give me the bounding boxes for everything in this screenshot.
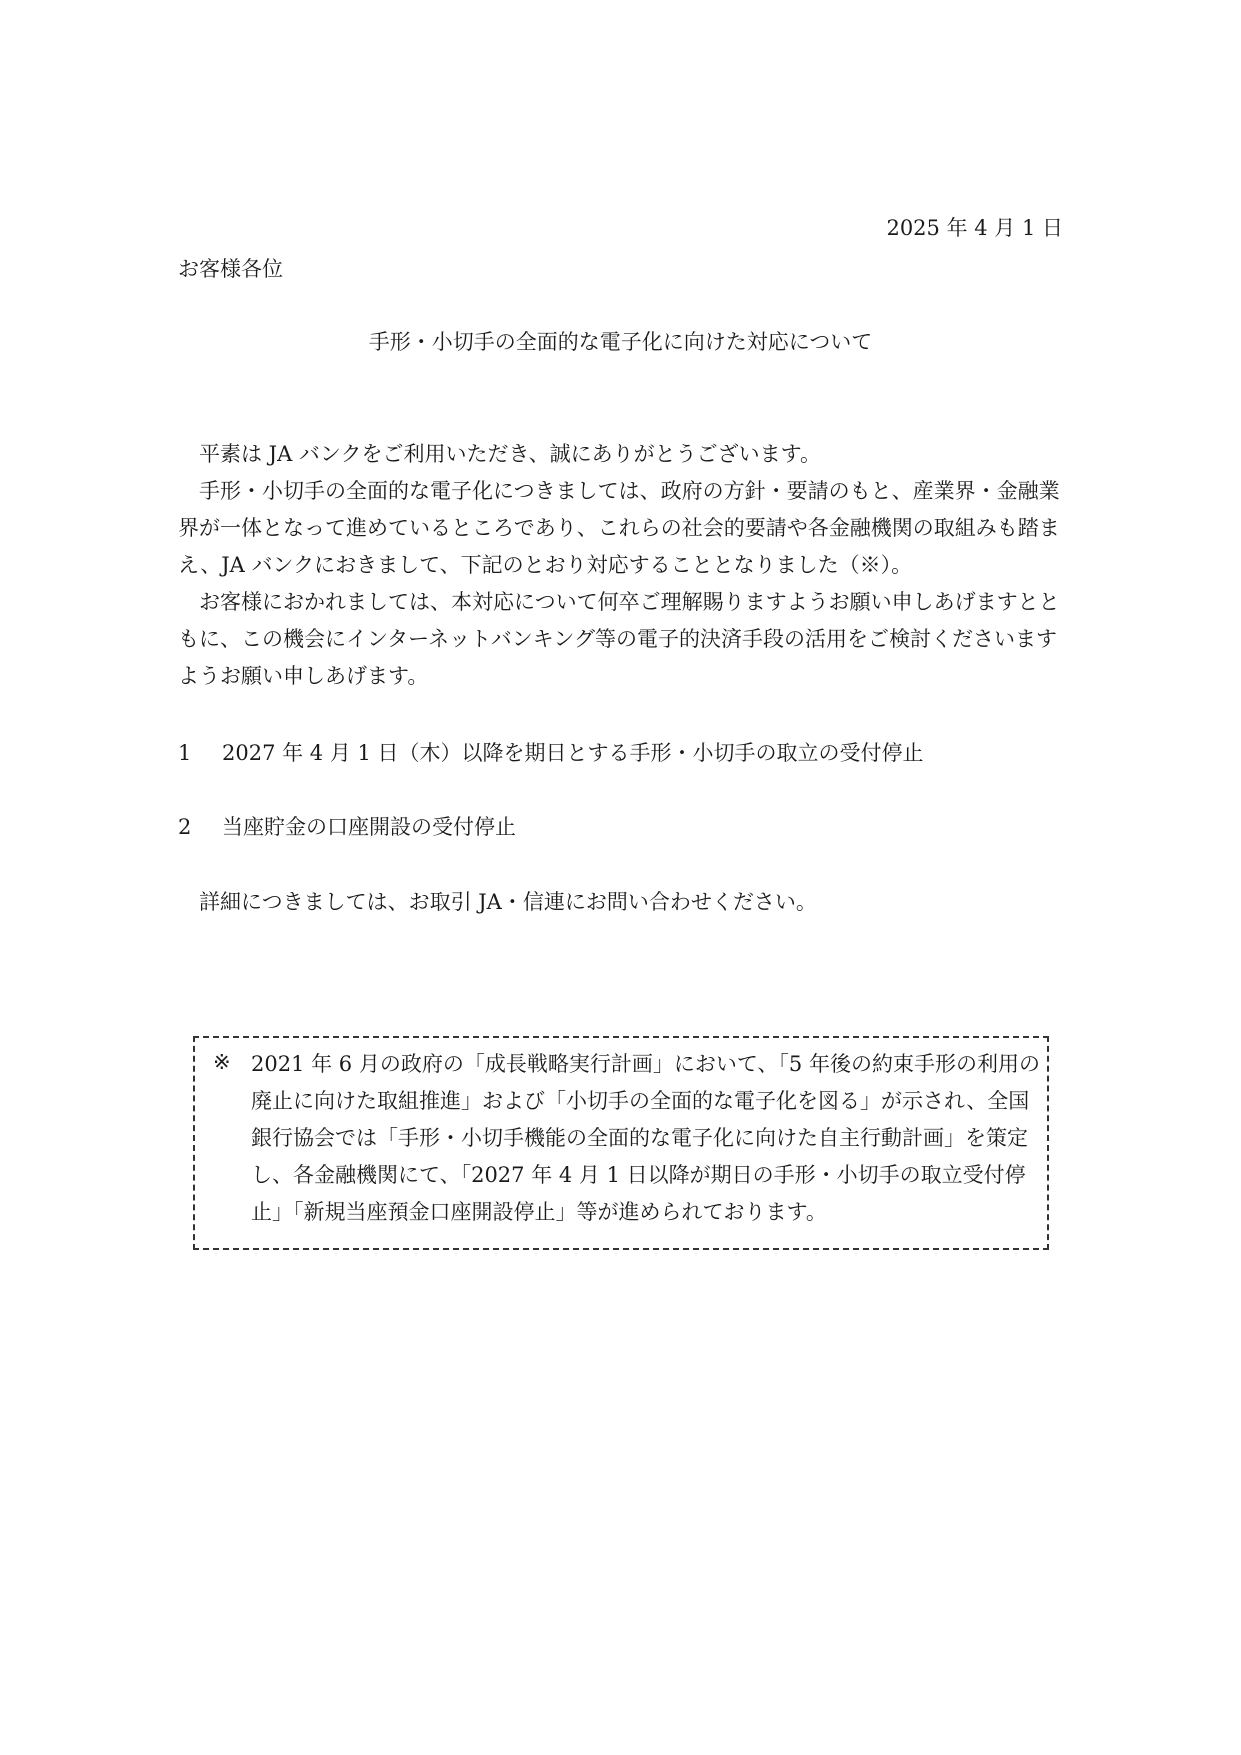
document-date: 2025 年 4 月 1 日	[886, 216, 1063, 240]
footnote-mark: ※	[213, 1050, 231, 1074]
list-item-number: 1	[178, 741, 192, 765]
list-item-text: 当座貯金の口座開設の受付停止	[222, 815, 516, 839]
list-item-1	[178, 737, 924, 767]
closing-note: 詳細につきましては、お取引 JA・信連にお問い合わせください。	[199, 890, 817, 914]
body-paragraph-request: お客様におかれましては、本対応について何卒ご理解賜りますようお願い申しあげますとともに、この機会にインターネットバンキング等の電子的決済手段の活用をご検討くださいますようお願い申しあげます。	[178, 590, 1060, 688]
footnote-text: 2021 年 6 月の政府の「成長戦略実行計画」において、「5 年後の約束手形の利用の廃止に向けた取組推進」および「小切手の全面的な電子化を図る」が示され、全国銀行協会では「手形・小切手機能の全面的な電子化に向けた自主行動計画」を策定し、各金融機関にて、「2027 年 4 月 1 日以降が期日の手形・小切手の取立受付停止」「新規当座預金口座開設停止」等が進められております。	[251, 1052, 1040, 1224]
addressee: お客様各位	[178, 257, 283, 281]
body-paragraph-background: 手形・小切手の全面的な電子化につきましては、政府の方針・要請のもと、産業界・金融業界が一体となって進めているところであり、これらの社会的要請や各金融機関の取組みも踏まえ、JA バンクにおきまして、下記のとおり対応することとなりました（※）。	[178, 479, 1060, 577]
list-item-text: 2027 年 4 月 1 日（木）以降を期日とする手形・小切手の取立の受付停止	[222, 741, 924, 765]
body-paragraph-greeting: 平素は JA バンクをご利用いただき、誠にありがとうございます。	[199, 442, 821, 466]
document-title: 手形・小切手の全面的な電子化に向けた対応について	[368, 330, 873, 354]
list-item-number: 2	[178, 815, 192, 839]
list-item-2	[178, 811, 516, 841]
footnote-box	[193, 1036, 1049, 1250]
